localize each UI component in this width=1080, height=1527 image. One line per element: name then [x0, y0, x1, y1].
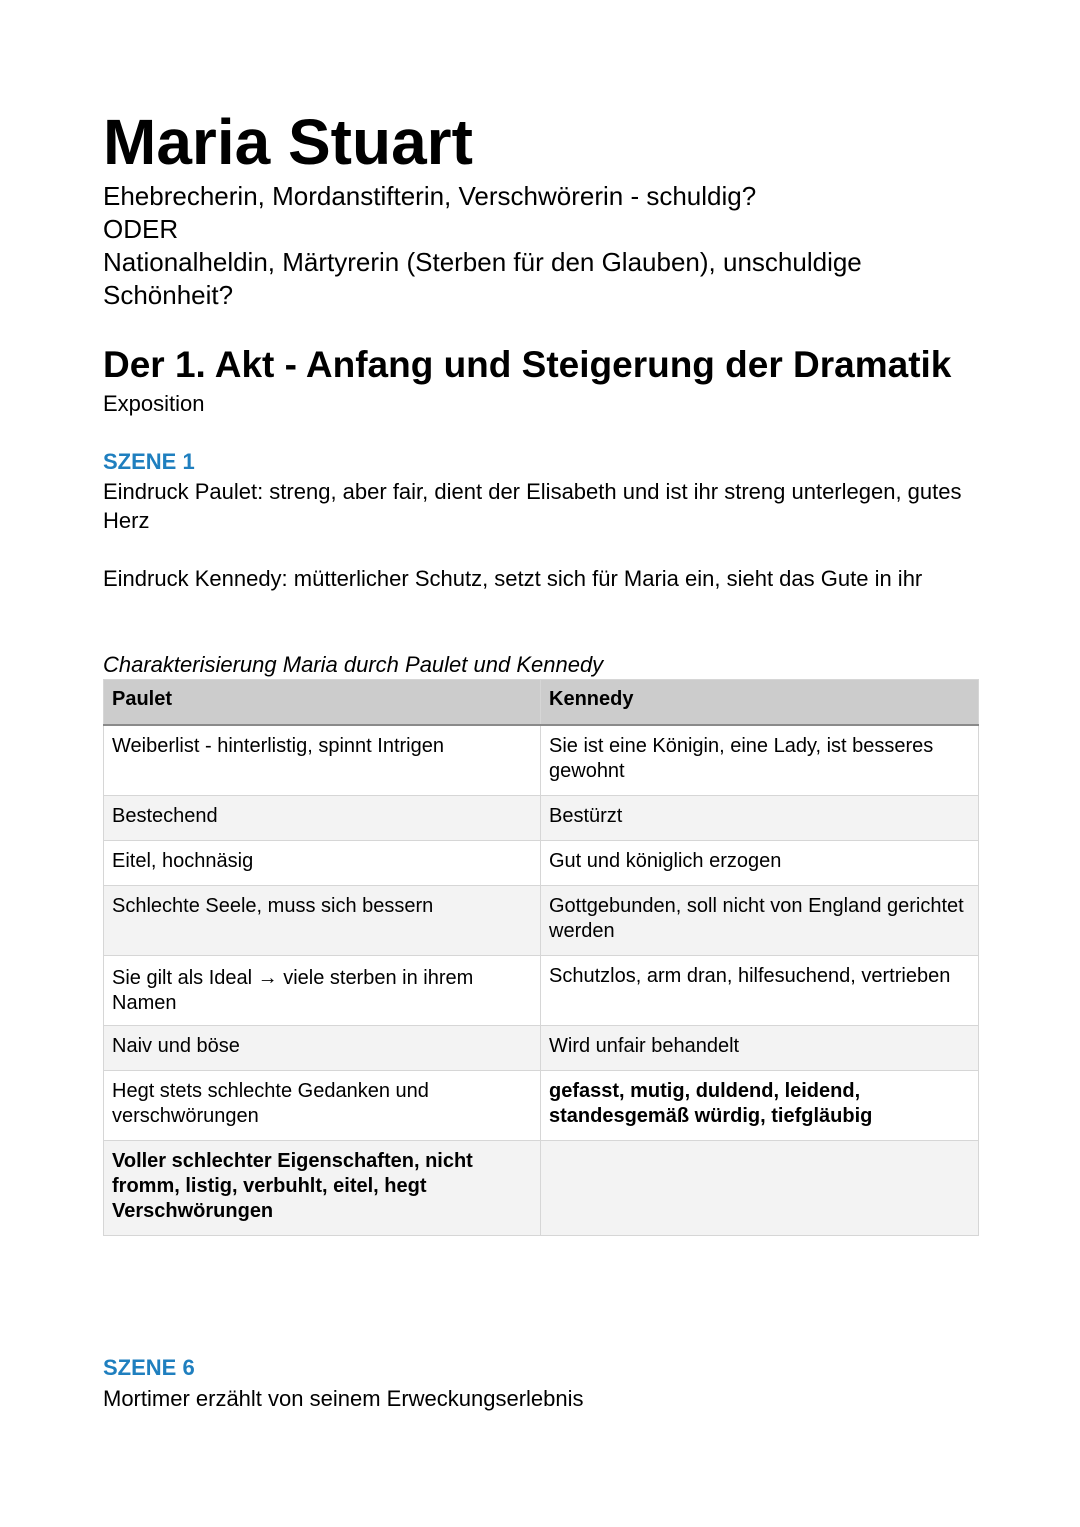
cell-kennedy: Sie ist eine Königin, eine Lady, ist besseres gewohnt	[541, 725, 979, 796]
table-row	[104, 725, 979, 796]
table-row	[104, 1141, 979, 1236]
table-row	[104, 886, 979, 956]
cell-kennedy: Bestürzt	[541, 796, 979, 841]
table-caption: Charakterisierung Maria durch Paulet und Kennedy	[103, 652, 604, 677]
subtitle-block	[103, 180, 983, 312]
cell-kennedy: Wird unfair behandelt	[541, 1026, 979, 1071]
scene-1-paulet-impression: Eindruck Paulet: streng, aber fair, dient der Elisabeth und ist ihr streng unterlegen, gutes Herz	[103, 479, 962, 533]
cell-paulet: Sie gilt als Ideal → viele sterben in ihrem Namen	[104, 956, 541, 1026]
cell-paulet: Bestechend	[104, 796, 541, 841]
document-title: Maria Stuart	[103, 106, 473, 178]
scene-1-heading: SZENE 1	[103, 449, 195, 474]
table-row	[104, 956, 979, 1026]
cell-paulet: Hegt stets schlechte Gedanken und verschwörungen	[104, 1071, 541, 1141]
scene-6-text: Mortimer erzählt von seinem Erweckungserlebnis	[103, 1386, 584, 1411]
subtitle-line-3: Nationalheldin, Märtyrerin (Sterben für den Glauben), unschuldige Schönheit?	[103, 247, 862, 310]
cell-paulet: Weiberlist - hinterlistig, spinnt Intrigen	[104, 725, 541, 796]
cell-paulet: Naiv und böse	[104, 1026, 541, 1071]
act-subheading: Exposition	[103, 391, 205, 416]
table-row	[104, 841, 979, 886]
cell-kennedy	[541, 1141, 979, 1236]
subtitle-line-1: Ehebrecherin, Mordanstifterin, Verschwörerin - schuldig?	[103, 181, 757, 211]
header-kennedy: Kennedy	[541, 680, 979, 726]
cell-paulet: Eitel, hochnäsig	[104, 841, 541, 886]
characterization-table	[103, 679, 979, 1236]
table-header-row	[104, 680, 979, 726]
table-row	[104, 1071, 979, 1141]
act-heading: Der 1. Akt - Anfang und Steigerung der Dramatik	[103, 344, 952, 385]
header-paulet: Paulet	[104, 680, 541, 726]
cell-paulet: Schlechte Seele, muss sich bessern	[104, 886, 541, 956]
subtitle-line-2: ODER	[103, 214, 179, 244]
cell-kennedy: gefasst, mutig, duldend, leidend, standesgemäß würdig, tiefgläubig	[541, 1071, 979, 1141]
scene-1-kennedy-impression: Eindruck Kennedy: mütterlicher Schutz, setzt sich für Maria ein, sieht das Gute in ihr	[103, 566, 923, 591]
table-row	[104, 796, 979, 841]
cell-kennedy: Schutzlos, arm dran, hilfesuchend, vertrieben	[541, 956, 979, 1026]
cell-kennedy: Gottgebunden, soll nicht von England gerichtet werden	[541, 886, 979, 956]
table-row	[104, 1026, 979, 1071]
cell-paulet: Voller schlechter Eigenschaften, nicht fromm, listig, verbuhlt, eitel, hegt Verschwörungen	[104, 1141, 541, 1236]
cell-kennedy: Gut und königlich erzogen	[541, 841, 979, 886]
scene-6-heading: SZENE 6	[103, 1355, 195, 1380]
